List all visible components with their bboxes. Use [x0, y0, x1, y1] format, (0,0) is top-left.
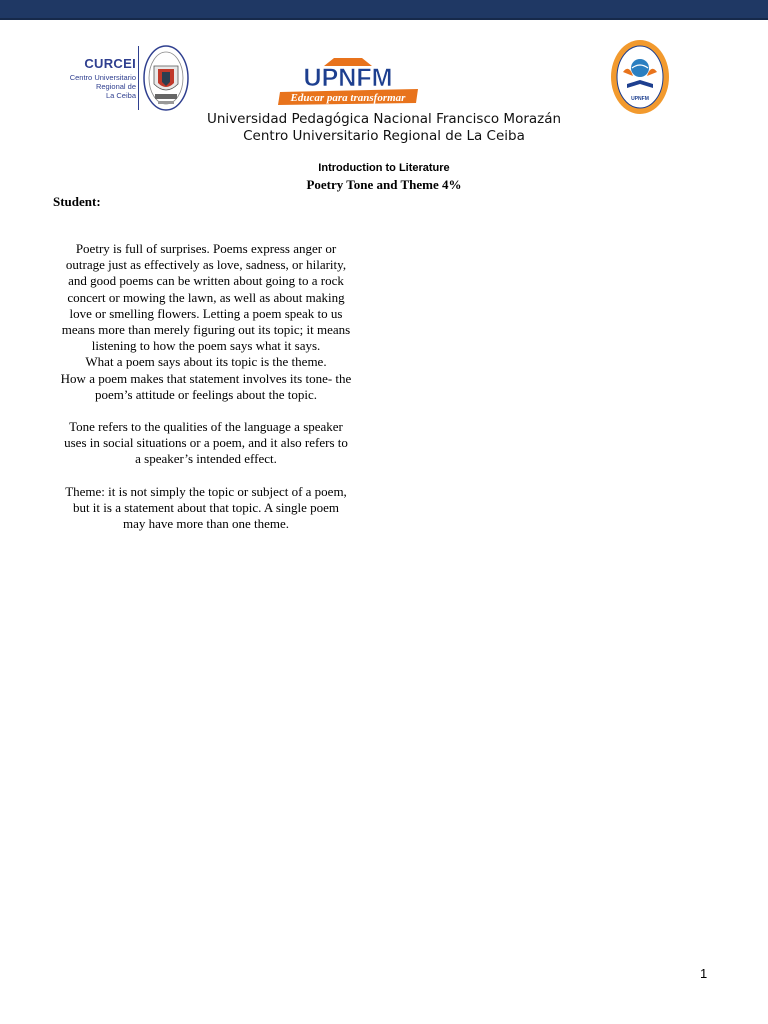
campus-name: Centro Universitario Regional de La Ceiba	[243, 128, 525, 144]
upnfm-logo	[274, 56, 422, 108]
text-line: poem’s attitude or feelings about the topic.	[94, 386, 318, 402]
curcei-logo-line: Centro Universitario	[69, 73, 136, 82]
assignment-title: Poetry Tone and Theme 4%	[306, 177, 462, 192]
text-line: outrage just as effectively as love, sadness, or hilarity,	[65, 257, 347, 273]
paragraph-2	[48, 419, 364, 468]
text-line: love or smelling flowers. Letting a poem speak to us	[69, 305, 343, 321]
student-label: Student:	[53, 194, 101, 209]
text-line: a speaker’s intended effect.	[135, 451, 277, 467]
curcei-logo-line: Regional de	[95, 82, 136, 91]
text-line: means more than merely figuring out its topic; it means	[61, 322, 351, 338]
text-line: Tone refers to the qualities of the language a speaker	[69, 419, 343, 435]
logo-divider	[138, 46, 139, 110]
text-line: concert or mowing the lawn, as well as about making	[67, 289, 345, 305]
upnfm-seal	[609, 38, 671, 116]
text-line: Poetry is full of surprises. Poems express anger or	[75, 241, 337, 256]
top-banner-bar	[0, 0, 768, 20]
upnfm-seal-icon	[609, 38, 671, 116]
text-line: but it is a statement about that topic. A single poem	[72, 499, 340, 515]
upnfm-seal-label: UPNFM	[631, 96, 649, 102]
upnfm-logo-name: UPNFM	[303, 64, 393, 92]
text-line: What a poem says about its topic is the theme.	[85, 354, 327, 370]
text-line: How a poem makes that statement involves its tone- the	[60, 370, 352, 386]
text-line: listening to how the poem says what it says.	[91, 338, 321, 354]
curcei-logo	[56, 44, 196, 114]
upnfm-logo-tagline: Educar para transformar	[290, 92, 406, 104]
upnfm-logo-icon	[274, 56, 422, 108]
curcei-logo-line: La Ceiba	[105, 91, 136, 100]
page-number: 1	[700, 966, 708, 981]
curcei-logo-title: CURCEI	[84, 56, 136, 71]
text-line: Theme: it is not simply the topic or subject of a poem,	[65, 483, 347, 499]
course-title: Introduction to Literature	[318, 162, 450, 174]
university-name: Universidad Pedagógica Nacional Francisco Morazán	[206, 111, 562, 127]
text-line: may have more than one theme.	[122, 516, 290, 532]
paragraph-3	[48, 484, 364, 533]
text-line: uses in social situations or a poem, and it also refers to	[64, 435, 348, 451]
paragraph-1	[48, 241, 364, 403]
text-line: and good poems can be written about going to a rock	[68, 273, 344, 289]
reading-text	[48, 241, 364, 532]
curcei-seal-icon	[142, 44, 190, 112]
